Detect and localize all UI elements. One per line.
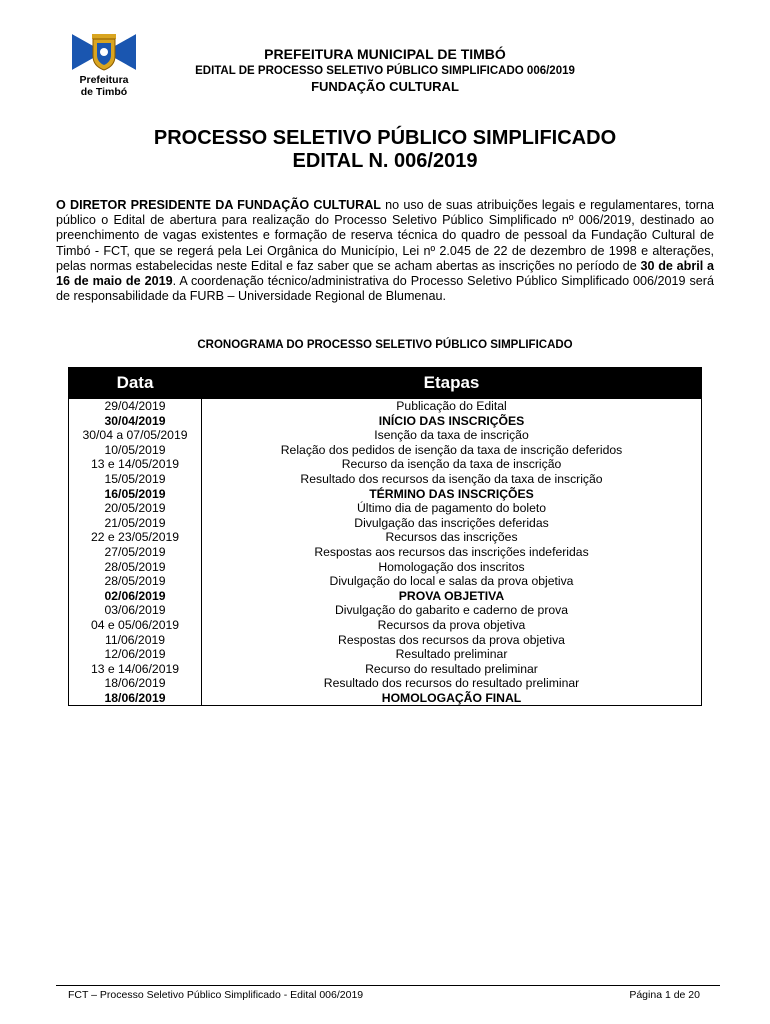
row-date: 10/05/2019	[69, 443, 202, 458]
table-row	[69, 516, 702, 531]
row-step: Divulgação das inscrições deferidas	[202, 516, 702, 531]
footer-document-reference: FCT – Processo Seletivo Público Simplificado - Edital 006/2019	[68, 989, 364, 1001]
logo-text-line1: Prefeitura	[79, 74, 129, 86]
row-date: 04 e 05/06/2019	[69, 618, 202, 633]
row-step: Relação dos pedidos de isenção da taxa de inscrição deferidos	[202, 443, 702, 458]
row-step: Resultado dos recursos do resultado preliminar	[202, 676, 702, 691]
row-step: Recurso da isenção da taxa de inscrição	[202, 457, 702, 472]
table-row	[69, 428, 702, 443]
row-step: INÍCIO DAS INSCRIÇÕES	[202, 414, 702, 429]
footer-rule	[56, 985, 720, 986]
intro-text-part2: . A coordenação técnico/administrativa do Processo Seletivo Público Simplificado 006/2019 será de responsabilidade da FURB – Universidade Regional de Blumenau.	[56, 274, 714, 304]
row-date: 21/05/2019	[69, 516, 202, 531]
table-row	[69, 457, 702, 472]
row-step: Último dia de pagamento do boleto	[202, 501, 702, 516]
intro-bold-lead: O DIRETOR PRESIDENTE DA FUNDAÇÃO CULTURAL	[56, 198, 381, 212]
document-title: PROCESSO SELETIVO PÚBLICO SIMPLIFICADO	[153, 127, 617, 149]
row-step: TÉRMINO DAS INSCRIÇÕES	[202, 487, 702, 502]
row-step: Respostas dos recursos da prova objetiva	[202, 633, 702, 648]
schedule-header-row	[69, 368, 702, 399]
row-date: 18/06/2019	[69, 691, 202, 706]
intro-text-part1: no uso de suas atribuições legais e regulamentares, torna público o Edital de abertura para realização do Processo Seletivo Público Simplificado nº 006/2019, destinado ao preenchimento de vagas existentes e formação de reserva técnica do quadro de pessoal da Fundação Cultural de Timbó - FCT, que se regerá pela Lei Orgânica do Município, Lei nº 2.045 de 22 de dezembro de 1998 e alterações, pelas normas estabelecidas neste Edital e faz saber que se acham abertas as inscrições no período de	[56, 198, 714, 273]
row-step: PROVA OBJETIVA	[202, 589, 702, 604]
table-row	[69, 414, 702, 429]
intro-registration-period: 30 de abril a 16 de maio de 2019	[56, 258, 714, 289]
row-date: 20/05/2019	[69, 501, 202, 516]
table-row	[69, 691, 702, 706]
header-municipality: PREFEITURA MUNICIPAL DE TIMBÓ	[264, 46, 506, 62]
row-date: 15/05/2019	[69, 472, 202, 487]
row-step: Resultado preliminar	[202, 647, 702, 662]
row-date: 28/05/2019	[69, 560, 202, 575]
row-date: 11/06/2019	[69, 633, 202, 648]
column-header-steps: Etapas	[202, 368, 702, 399]
schedule-table	[68, 367, 702, 706]
row-step: Recursos das inscrições	[202, 530, 702, 545]
row-date: 18/06/2019	[69, 676, 202, 691]
schedule-caption: CRONOGRAMA DO PROCESSO SELETIVO PÚBLICO SIMPLIFICADO	[197, 339, 573, 351]
row-date: 12/06/2019	[69, 647, 202, 662]
intro-paragraph	[56, 198, 714, 304]
table-row	[69, 487, 702, 502]
row-step: Divulgação do local e salas da prova objetiva	[202, 574, 702, 589]
table-row	[69, 574, 702, 589]
row-step: Recurso do resultado preliminar	[202, 662, 702, 677]
row-step: Recursos da prova objetiva	[202, 618, 702, 633]
table-row	[69, 662, 702, 677]
row-step: Divulgação do gabarito e caderno de prova	[202, 603, 702, 618]
table-row	[69, 589, 702, 604]
row-step: Publicação do Edital	[202, 399, 702, 414]
row-date: 03/06/2019	[69, 603, 202, 618]
row-step: HOMOLOGAÇÃO FINAL	[202, 691, 702, 706]
table-row	[69, 545, 702, 560]
row-step: Homologação dos inscritos	[202, 560, 702, 575]
column-header-date: Data	[69, 368, 202, 399]
row-date: 16/05/2019	[69, 487, 202, 502]
footer-page-number: Página 1 de 20	[629, 989, 700, 1001]
table-row	[69, 560, 702, 575]
row-date: 27/05/2019	[69, 545, 202, 560]
header-foundation: FUNDAÇÃO CULTURAL	[311, 79, 459, 94]
table-row	[69, 501, 702, 516]
header-edital-subtitle: EDITAL DE PROCESSO SELETIVO PÚBLICO SIMPLIFICADO 006/2019	[195, 65, 575, 77]
table-row	[69, 603, 702, 618]
row-date: 13 e 14/05/2019	[69, 457, 202, 472]
row-date: 30/04 a 07/05/2019	[69, 428, 202, 443]
table-row	[69, 633, 702, 648]
row-date: 30/04/2019	[69, 414, 202, 429]
row-date: 28/05/2019	[69, 574, 202, 589]
table-row	[69, 399, 702, 414]
row-date: 13 e 14/06/2019	[69, 662, 202, 677]
row-date: 02/06/2019	[69, 589, 202, 604]
logo-text-line2: de Timbó	[80, 86, 128, 98]
document-title-edital-number: EDITAL N. 006/2019	[292, 150, 478, 172]
table-row	[69, 530, 702, 545]
table-row	[69, 676, 702, 691]
row-step: Resultado dos recursos da isenção da taxa de inscrição	[202, 472, 702, 487]
table-row	[69, 647, 702, 662]
schedule-table-body	[69, 399, 702, 706]
row-step: Isenção da taxa de inscrição	[202, 428, 702, 443]
row-step: Respostas aos recursos das inscrições indeferidas	[202, 545, 702, 560]
table-row	[69, 443, 702, 458]
table-row	[69, 618, 702, 633]
table-row	[69, 472, 702, 487]
row-date: 29/04/2019	[69, 399, 202, 414]
row-date: 22 e 23/05/2019	[69, 530, 202, 545]
